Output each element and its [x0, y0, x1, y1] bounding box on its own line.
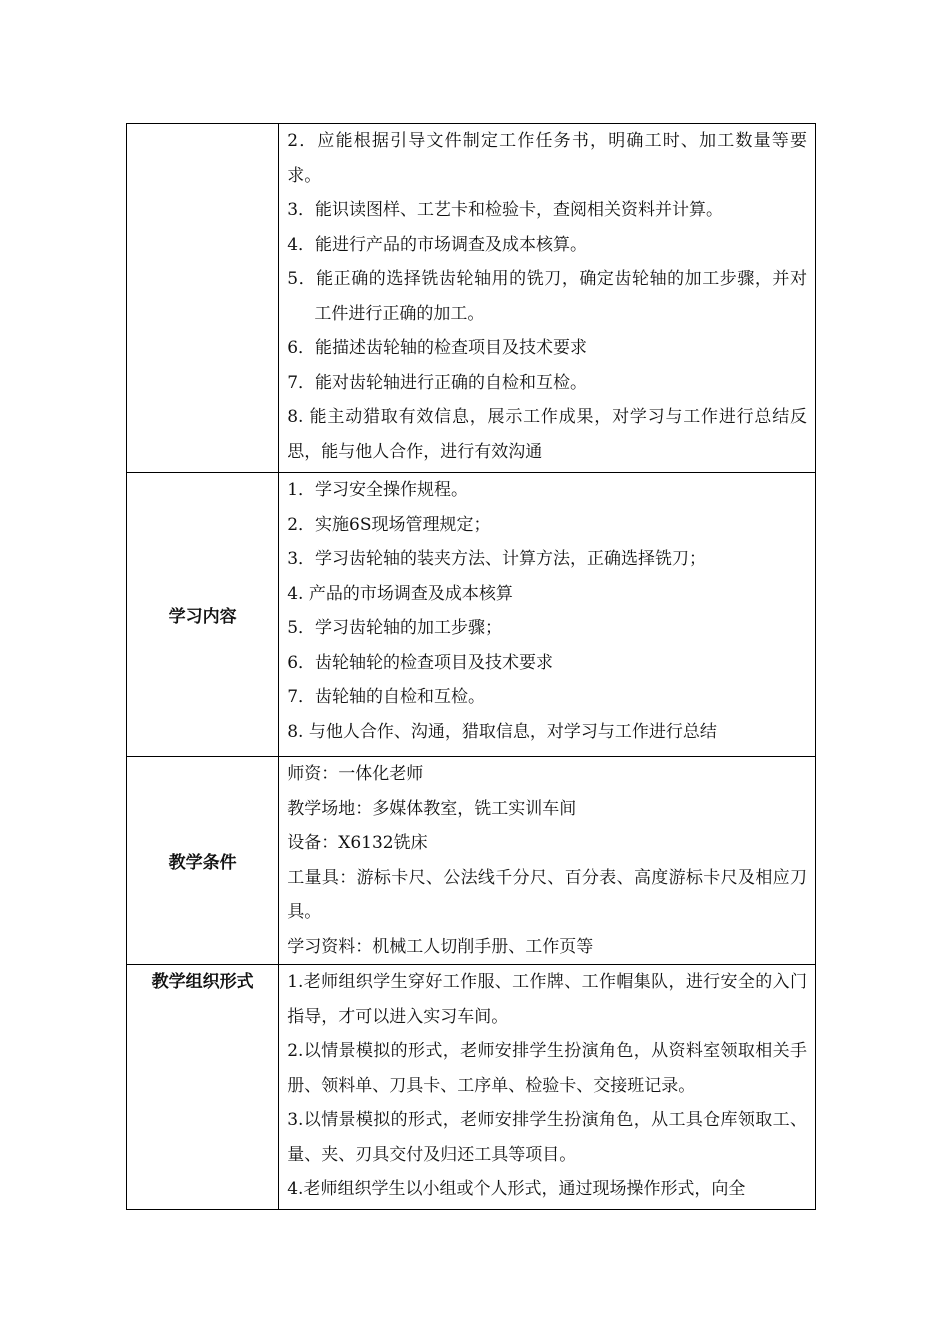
- teaching-conditions-content: [279, 757, 816, 965]
- list-item: 工量具：游标卡尺、公法线千分尺、百分表、高度游标卡尺及相应刀具。: [287, 867, 807, 922]
- list-item: 3.以情景模拟的形式，老师安排学生扮演角色，从工具仓库领取工、量、夹、刃具交付及归还工具等项目。: [287, 1110, 807, 1165]
- course-table: [126, 123, 816, 1210]
- list-item: 师资：一体化老师: [287, 764, 424, 784]
- list-item: 学习资料：机械工人切削手册、工作页等: [287, 936, 594, 957]
- list-item: 4.老师组织学生以小组或个人形式，通过现场操作形式，向全: [287, 1179, 746, 1199]
- row-label-learning-content: 学习内容: [127, 473, 279, 757]
- list-item: 7．齿轮轴的自检和互检。: [287, 687, 486, 707]
- list-item: 3．学习齿轮轴的装夹方法、计算方法，正确选择铣刀；: [287, 549, 707, 569]
- list-item: 3．能识读图样、工艺卡和检验卡，查阅相关资料并计算。: [287, 200, 724, 220]
- list-item: 4. 产品的市场调查及成本核算: [287, 583, 513, 604]
- row-label-teaching-organization: 教学组织形式: [127, 965, 279, 1210]
- table-row-teaching-conditions: [127, 757, 816, 965]
- objectives-content: [279, 124, 816, 473]
- list-item: 2.以情景模拟的形式，老师安排学生扮演角色，从资料室领取相关手册、领料单、刀具卡、工序单、检验卡、交接班记录。: [287, 1041, 807, 1096]
- list-item: 教学场地：多媒体教室，铣工实训车间: [287, 798, 577, 819]
- row-label-empty: [127, 124, 279, 473]
- table-row-teaching-organization: [127, 965, 816, 1210]
- list-item: 7．能对齿轮轴进行正确的自检和互检。: [287, 372, 588, 393]
- table-row-learning-content: [127, 473, 816, 757]
- list-item: 2．应能根据引导文件制定工作任务书，明确工时、加工数量等要求。: [287, 131, 807, 186]
- row-label-teaching-conditions: 教学条件: [127, 757, 279, 965]
- list-item: 2．实施6S现场管理规定；: [287, 514, 491, 535]
- list-item: 1.老师组织学生穿好工作服、工作牌、工作帽集队，进行安全的入门指导，才可以进入实习车间。: [287, 972, 807, 1027]
- list-item: 4．能进行产品的市场调查及成本核算。: [287, 234, 588, 255]
- teaching-organization-content: [279, 965, 816, 1210]
- list-item: 1．学习安全操作规程。: [287, 480, 469, 500]
- list-item: 设备：X6132铣床: [287, 833, 428, 853]
- list-item: 5．学习齿轮轴的加工步骤；: [287, 618, 503, 638]
- list-item: 8. 能主动猎取有效信息，展示工作成果，对学习与工作进行总结反思，能与他人合作，进行有效沟通: [287, 407, 807, 462]
- learning-content: [279, 473, 816, 757]
- list-item: 5．能正确的选择铣齿轮轴用的铣刀，确定齿轮轴的加工步骤，并对工件进行正确的加工。: [287, 269, 807, 324]
- list-item: 6．能描述齿轮轴的检查项目及技术要求: [287, 338, 588, 358]
- list-item: 8. 与他人合作、沟通，猎取信息，对学习与工作进行总结: [287, 721, 717, 742]
- table-row-objectives: [127, 124, 816, 473]
- list-item: 6．齿轮轴轮的检查项目及技术要求: [287, 652, 554, 673]
